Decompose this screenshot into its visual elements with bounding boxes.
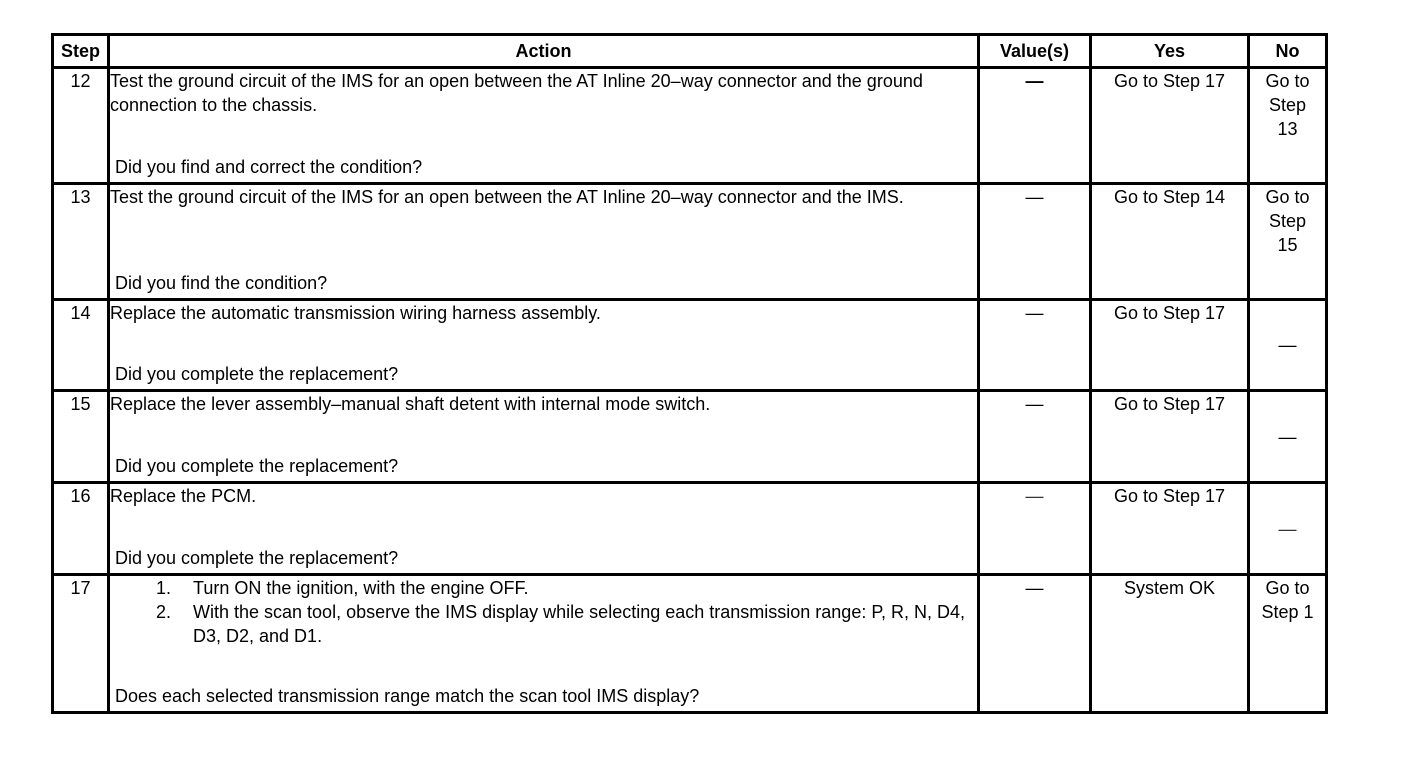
header-values: Value(s) — [979, 35, 1091, 68]
header-no: No — [1249, 35, 1327, 68]
step-number: 17 — [53, 575, 109, 713]
value-cell — [979, 184, 1091, 300]
action-cell — [109, 575, 979, 713]
table-row — [53, 483, 1327, 575]
action-question: Did you find and correct the condition? — [115, 157, 423, 177]
no-cell — [1249, 575, 1327, 713]
action-cell — [109, 68, 979, 184]
action-text: Test the ground circuit of the IMS for an open between the AT Inline 20–way connector and the ground connection to the chassis. — [110, 71, 923, 115]
procedure-list — [110, 576, 977, 648]
no-dash: — — [1278, 518, 1297, 539]
step-number: 14 — [53, 300, 109, 391]
diagnostic-table — [51, 33, 1328, 714]
no-line: Step — [1268, 211, 1307, 231]
action-question: Does each selected transmission range match the scan tool IMS display? — [115, 686, 700, 706]
action-cell — [109, 184, 979, 300]
step-number: 12 — [53, 68, 109, 184]
action-text: Test the ground circuit of the IMS for an open between the AT Inline 20–way connector and the IMS. — [110, 187, 904, 207]
no-line: 13 — [1277, 119, 1298, 139]
value-cell — [979, 300, 1091, 391]
yes-cell: Go to Step 17 — [1091, 300, 1249, 391]
no-cell — [1249, 483, 1327, 575]
list-item — [155, 600, 977, 648]
table-row — [53, 68, 1327, 184]
no-cell — [1249, 68, 1327, 184]
value-cell — [979, 575, 1091, 713]
value-dash: — — [1025, 303, 1044, 323]
table-row — [53, 575, 1327, 713]
step-number: 16 — [53, 483, 109, 575]
header-action: Action — [109, 35, 979, 68]
no-line: Go to — [1265, 187, 1310, 207]
no-cell — [1249, 184, 1327, 300]
action-cell — [109, 391, 979, 483]
action-text: Replace the automatic transmission wiring harness assembly. — [110, 303, 601, 323]
action-question: Did you find the condition? — [115, 273, 328, 293]
step-number: 13 — [53, 184, 109, 300]
value-dash: — — [1025, 394, 1044, 414]
yes-cell: Go to Step 14 — [1091, 184, 1249, 300]
value-dash: — — [1025, 187, 1044, 207]
yes-cell: System OK — [1091, 575, 1249, 713]
list-number: 2. — [155, 602, 171, 622]
list-number: 1. — [155, 578, 171, 598]
table-row — [53, 300, 1327, 391]
no-dash: — — [1278, 426, 1297, 447]
table-row — [53, 391, 1327, 483]
yes-cell: Go to Step 17 — [1091, 483, 1249, 575]
value-dash: — — [1025, 71, 1044, 91]
yes-cell: Go to Step 17 — [1091, 391, 1249, 483]
no-cell — [1249, 391, 1327, 483]
value-cell — [979, 483, 1091, 575]
action-text: Replace the lever assembly–manual shaft detent with internal mode switch. — [110, 394, 711, 414]
no-line: Step — [1268, 95, 1307, 115]
no-cell — [1249, 300, 1327, 391]
table-row — [53, 184, 1327, 300]
value-dash: — — [1025, 486, 1044, 506]
no-line: 15 — [1277, 235, 1298, 255]
action-cell — [109, 300, 979, 391]
no-line: Go to — [1265, 71, 1310, 91]
yes-cell: Go to Step 17 — [1091, 68, 1249, 184]
value-cell — [979, 391, 1091, 483]
list-text: With the scan tool, observe the IMS display while selecting each transmission range: P, R, N, D4, D3, D2, and D1. — [193, 602, 966, 646]
action-text: Replace the PCM. — [110, 486, 257, 506]
no-line: Go to — [1265, 578, 1310, 598]
list-item — [155, 576, 977, 600]
value-cell — [979, 68, 1091, 184]
list-text: Turn ON the ignition, with the engine OFF. — [193, 578, 529, 598]
no-line: Step 1 — [1261, 602, 1314, 622]
no-dash: — — [1278, 335, 1297, 355]
header-yes: Yes — [1091, 35, 1249, 68]
header-row — [53, 35, 1327, 68]
action-question: Did you complete the replacement? — [115, 364, 399, 384]
action-cell — [109, 483, 979, 575]
action-question: Did you complete the replacement? — [115, 456, 399, 476]
header-step: Step — [53, 35, 109, 68]
step-number: 15 — [53, 391, 109, 483]
action-question: Did you complete the replacement? — [115, 548, 399, 568]
value-dash: — — [1025, 578, 1044, 598]
